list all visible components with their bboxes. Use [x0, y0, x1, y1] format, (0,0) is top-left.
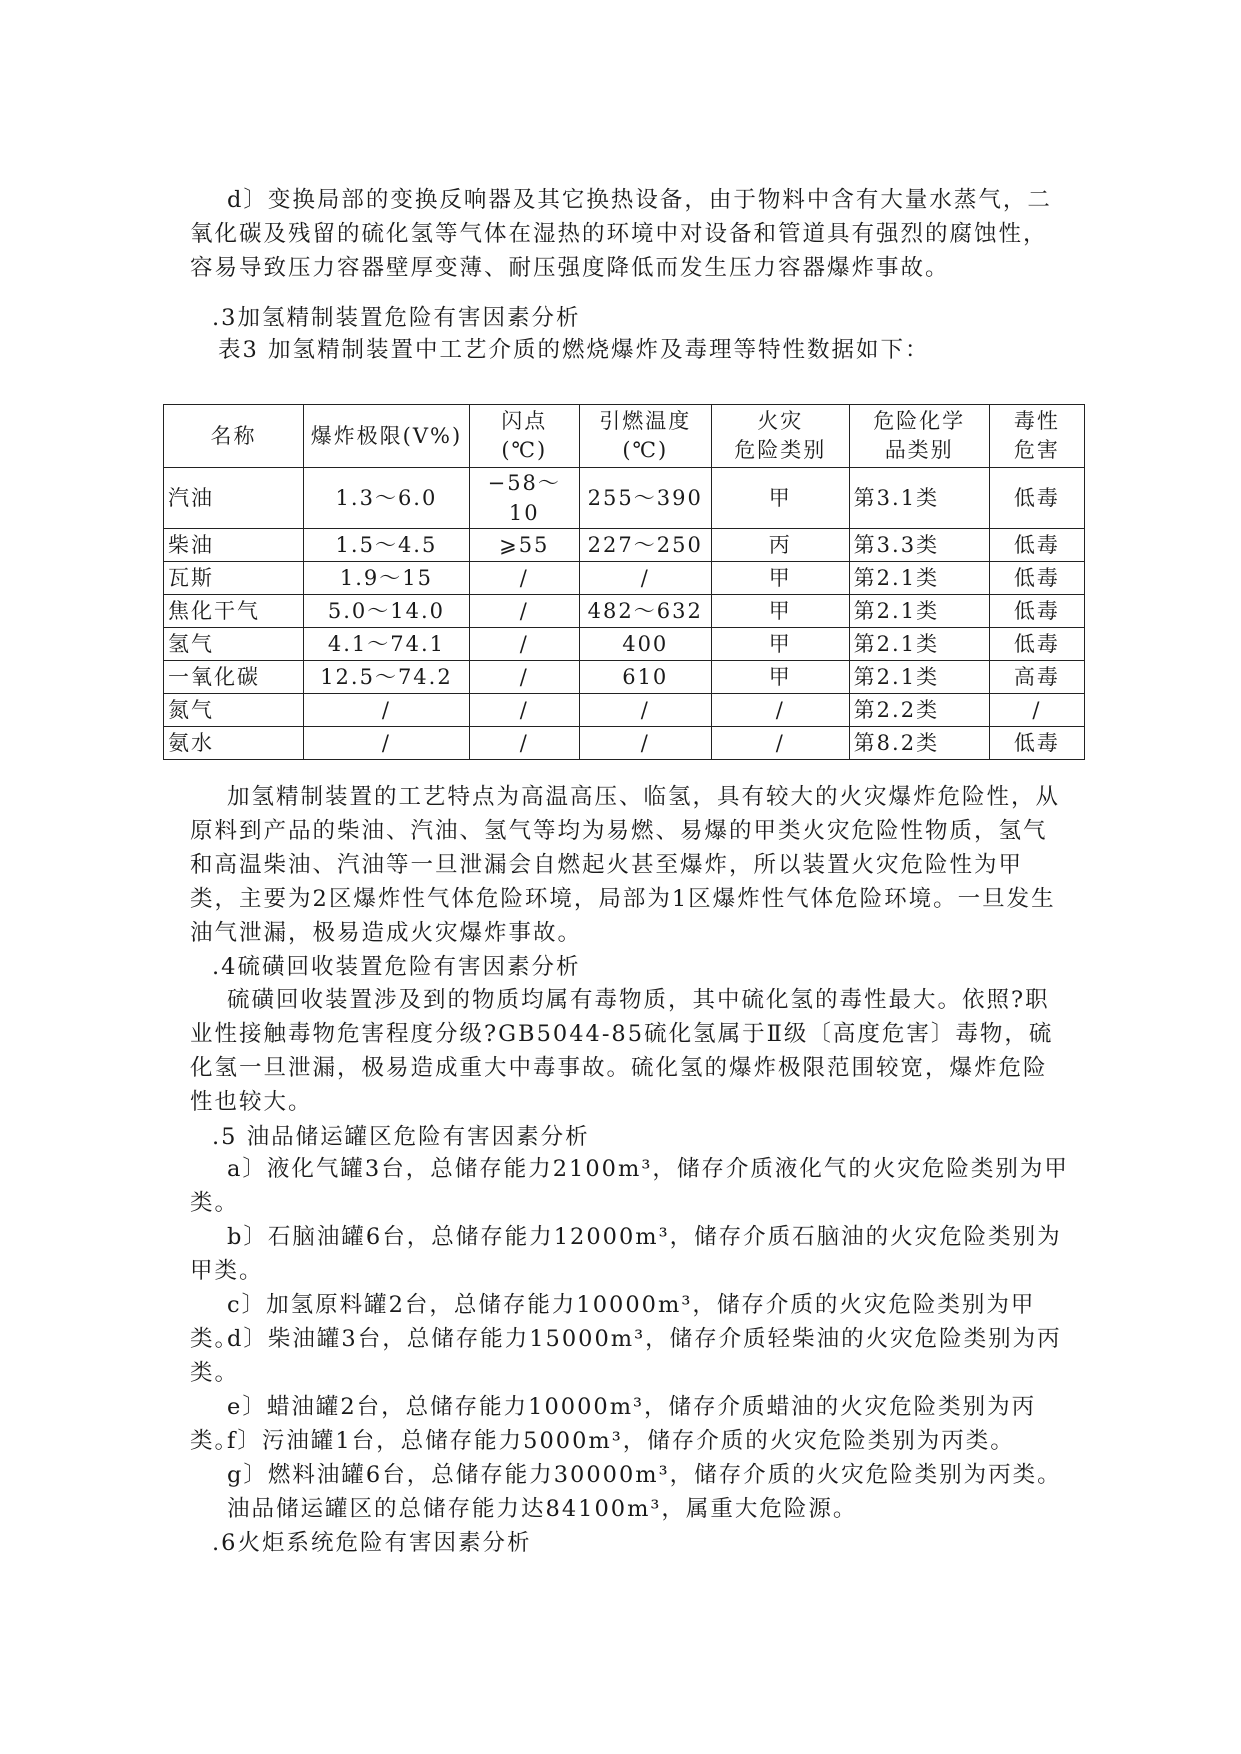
header-ignition-temp: 引燃温度 (℃) — [579, 405, 711, 468]
cell-name: 一氧化碳 — [164, 661, 304, 694]
cell-chemical-class: 第3.3类 — [849, 529, 989, 562]
paragraph-conversion-unit: d〕变换局部的变换反响器及其它换热设备，由于物料中含有大量水蒸气，二氧化碳及残留的硫化氢等气体在湿热的环境中对设备和管道具有强烈的腐蚀性，容易导致压力容器壁厚变薄、耐压强度降低而发生压力容器爆炸事故。 — [190, 187, 1052, 281]
tank-item-g: g〕燃料油罐6台，总储存能力30000m³，储存介质的火灾危险类别为丙类。 — [227, 1462, 1062, 1488]
cell-name: 氢气 — [164, 628, 304, 661]
cell-chemical-class: 第2.1类 — [849, 628, 989, 661]
hydrofining-media-table — [163, 404, 1085, 760]
cell-name: 焦化干气 — [164, 595, 304, 628]
cell-explosion-limit: 1.9～15 — [304, 562, 470, 595]
cell-flash-point: / — [469, 694, 579, 727]
cell-fire-category: 甲 — [711, 628, 849, 661]
header-fire-category: 火灾 危险类别 — [711, 405, 849, 468]
cell-ignition-temp: 227～250 — [579, 529, 711, 562]
cell-toxicity: 低毒 — [989, 529, 1084, 562]
table-row — [164, 529, 1085, 562]
cell-explosion-limit: 1.3～6.0 — [304, 468, 470, 529]
cell-fire-category: 甲 — [711, 562, 849, 595]
cell-flash-point: / — [469, 562, 579, 595]
cell-flash-point: / — [469, 727, 579, 760]
cell-ignition-temp: 482～632 — [579, 595, 711, 628]
header-explosion-limit: 爆炸极限(V%) — [304, 405, 470, 468]
cell-ignition-temp: 610 — [579, 661, 711, 694]
cell-chemical-class: 第2.1类 — [849, 595, 989, 628]
table-row — [164, 727, 1085, 760]
tank-item-e: e〕蜡油罐2台，总储存能力10000m³，储存介质蜡油的火灾危险类别为丙类。 — [190, 1394, 1037, 1454]
cell-toxicity: 低毒 — [989, 628, 1084, 661]
paragraph-sulfur-recovery: 硫磺回收装置涉及到的物质均属有毒物质，其中硫化氢的毒性最大。依照?职业性接触毒物危害程度分级?GB5044-85硫化氢属于Ⅱ级〔高度危害〕毒物，硫化氢一旦泄漏，极易造成重大中毒事故。硫化氢的爆炸极限范围较宽，爆炸危险性也较大。 — [190, 987, 1054, 1115]
table-row — [164, 595, 1085, 628]
tank-item-d: d〕柴油罐3台，总储存能力15000m³，储存介质轻柴油的火灾危险类别为丙类。 — [190, 1326, 1062, 1386]
table-row — [164, 562, 1085, 595]
table-row — [164, 468, 1085, 529]
tank-item-f: f〕污油罐1台，总储存能力5000m³，储存介质的火灾危险类别为丙类。 — [227, 1428, 1015, 1454]
cell-chemical-class: 第2.2类 — [849, 694, 989, 727]
section-6-heading: .6火炬系统危险有害因素分析 — [212, 1530, 532, 1556]
cell-ignition-temp: 255～390 — [579, 468, 711, 529]
section-3-heading: .3加氢精制装置危险有害因素分析 — [212, 305, 581, 331]
cell-explosion-limit: 1.5～4.5 — [304, 529, 470, 562]
cell-toxicity: 低毒 — [989, 468, 1084, 529]
cell-fire-category: / — [711, 727, 849, 760]
cell-explosion-limit: 12.5～74.2 — [304, 661, 470, 694]
header-flash-point: 闪点 (℃) — [469, 405, 579, 468]
table-row — [164, 661, 1085, 694]
tank-item-b: b〕石脑油罐6台，总储存能力12000m³，储存介质石脑油的火灾危险类别为甲类。 — [190, 1224, 1062, 1284]
cell-flash-point: / — [469, 628, 579, 661]
cell-name: 柴油 — [164, 529, 304, 562]
cell-explosion-limit: 5.0～14.0 — [304, 595, 470, 628]
section-4-heading: .4硫磺回收装置危险有害因素分析 — [212, 954, 581, 980]
cell-toxicity: 高毒 — [989, 661, 1084, 694]
cell-toxicity: 低毒 — [989, 562, 1084, 595]
cell-fire-category: 甲 — [711, 468, 849, 529]
cell-chemical-class: 第3.1类 — [849, 468, 989, 529]
table-row — [164, 628, 1085, 661]
cell-ignition-temp: 400 — [579, 628, 711, 661]
cell-ignition-temp: / — [579, 727, 711, 760]
cell-toxicity: / — [989, 694, 1084, 727]
tank-item-a: a〕液化气罐3台，总储存能力2100m³，储存介质液化气的火灾危险类别为甲类。 — [190, 1156, 1069, 1216]
cell-flash-point: −58～10 — [469, 468, 579, 529]
cell-flash-point: / — [469, 595, 579, 628]
header-chemical-class: 危险化学 品类别 — [849, 405, 989, 468]
cell-fire-category: 甲 — [711, 595, 849, 628]
cell-name: 瓦斯 — [164, 562, 304, 595]
cell-name: 氮气 — [164, 694, 304, 727]
header-name: 名称 — [164, 405, 304, 468]
table-header-row — [164, 405, 1085, 468]
tank-total: 油品储运罐区的总储存能力达84100m³，属重大危险源。 — [227, 1496, 858, 1522]
cell-explosion-limit: / — [304, 694, 470, 727]
cell-ignition-temp: / — [579, 694, 711, 727]
section-5-heading: .5 油品储运罐区危险有害因素分析 — [212, 1124, 590, 1150]
cell-name: 汽油 — [164, 468, 304, 529]
tank-item-c: c〕加氢原料罐2台，总储存能力10000m³，储存介质的火灾危险类别为甲类。 — [190, 1292, 1036, 1352]
cell-chemical-class: 第2.1类 — [849, 562, 989, 595]
table-caption: 表3 加氢精制装置中工艺介质的燃烧爆炸及毒理等特性数据如下： — [218, 337, 930, 363]
cell-explosion-limit: 4.1～74.1 — [304, 628, 470, 661]
cell-toxicity: 低毒 — [989, 727, 1084, 760]
cell-ignition-temp: / — [579, 562, 711, 595]
header-toxicity: 毒性 危害 — [989, 405, 1084, 468]
cell-chemical-class: 第2.1类 — [849, 661, 989, 694]
cell-fire-category: 丙 — [711, 529, 849, 562]
paragraph-hydrofining-analysis: 加氢精制装置的工艺特点为高温高压、临氢，具有较大的火灾爆炸危险性，从原料到产品的柴油、汽油、氢气等均为易燃、易爆的甲类火灾危险性物质，氢气和高温柴油、汽油等一旦泄漏会自燃起火甚至爆炸，所以装置火灾危险性为甲类，主要为2区爆炸性气体危险环境，局部为1区爆炸性气体危险环境。一旦发生油气泄漏，极易造成火灾爆炸事故。 — [190, 784, 1061, 946]
cell-chemical-class: 第8.2类 — [849, 727, 989, 760]
cell-flash-point: ⩾55 — [469, 529, 579, 562]
cell-name: 氨水 — [164, 727, 304, 760]
cell-flash-point: / — [469, 661, 579, 694]
cell-toxicity: 低毒 — [989, 595, 1084, 628]
cell-fire-category: / — [711, 694, 849, 727]
cell-explosion-limit: / — [304, 727, 470, 760]
cell-fire-category: 甲 — [711, 661, 849, 694]
table-row — [164, 694, 1085, 727]
